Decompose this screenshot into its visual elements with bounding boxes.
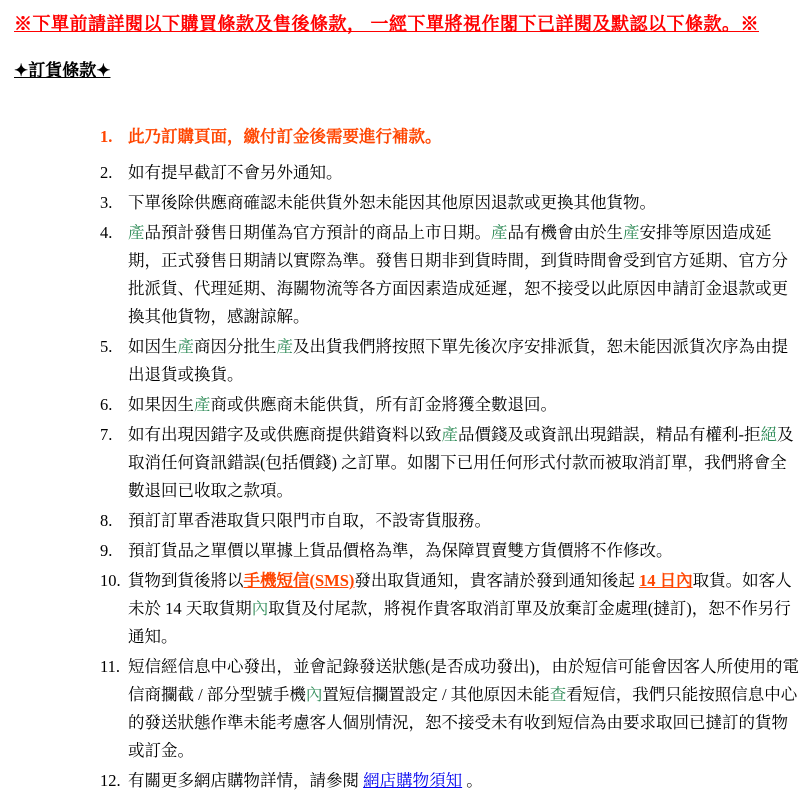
term-number: 4.: [100, 223, 113, 242]
term-number: 10.: [100, 571, 121, 590]
term-text: [128, 767, 800, 795]
sms-notice-highlight: 手機短信(SMS): [243, 571, 355, 590]
term-text: [128, 333, 800, 389]
term-text-segment: 有關更多網店購物詳情，請參閱: [128, 771, 364, 790]
term-text-segment: 置短信攔置設定 / 其他原因未能: [322, 685, 550, 704]
term-item: [100, 391, 800, 419]
term-number: 7.: [100, 425, 113, 444]
term-item: [100, 159, 800, 187]
term-text-segment: 產: [623, 223, 640, 242]
term-text-segment: 預訂訂單香港取貨只限門市自取，不設寄貨服務。: [128, 511, 491, 530]
term-text: [128, 189, 800, 217]
term-text-segment: 如有提早截訂不會另外通知。: [128, 163, 343, 182]
term-number: 9.: [100, 541, 113, 560]
term-text-segment: 貨物到貨後將以: [128, 571, 244, 590]
term-text-segment: 如有出現因錯字及或供應商提供錯資料以致: [128, 425, 442, 444]
term-item: [100, 507, 800, 535]
term-text-segment: 看短信，我們只能按照信息中心的發送狀態作準未能考慮客人個別情況，恕不接受未有收到短信為由要求取回已撻訂的貨物或訂金。: [128, 685, 798, 760]
term-text-segment: 及取消任何資訊錯誤(包括價錢) 之訂單。如閣下已用任何形式付款而被取消訂單，我們將會全數退回已收取之款項。: [128, 425, 794, 500]
term-item: [100, 537, 800, 565]
term-text: [128, 567, 800, 651]
term-text-segment: 內: [251, 599, 269, 618]
term-text-segment: 產: [194, 395, 211, 414]
term-item: [100, 333, 800, 389]
term-text: [128, 159, 800, 187]
term-item: [100, 567, 800, 651]
term-number: 1.: [100, 127, 113, 146]
term-text-segment: 品有機會由於生: [507, 223, 623, 242]
term-number: 8.: [100, 511, 113, 530]
term-text-segment: 。: [462, 771, 483, 790]
term-text-segment: 產: [128, 223, 145, 242]
term-item: [100, 421, 800, 505]
term-text-segment: 如果因生: [128, 395, 194, 414]
term-text: [128, 391, 800, 419]
term-text: [128, 507, 800, 535]
term-text-segment: 預訂貨品之單價以單據上貨品價格為準，為保障買賣雙方貨價將不作修改。: [128, 541, 673, 560]
term-text-segment: 產: [441, 425, 458, 444]
term-number: 12.: [100, 771, 121, 790]
order-terms-title: ✦訂貨條款✦: [14, 61, 111, 80]
term-text-segment: 短信經信息中心發出，並會記錄發送狀態(是否成功發出)，由於短信可能會因客人所使用的電信商攔截 / 部分型號手機: [128, 657, 799, 704]
pre-order-notice: ※下單前請詳閱以下購買條款及售後條款， 一經下單將視作閣下已詳閱及默認以下條款。※: [14, 14, 759, 34]
term-text-segment: 絕: [760, 425, 777, 444]
order-terms-list: [100, 123, 800, 795]
term-text-segment: 下單後除供應商確認未能供貨外恕未能因其他原因退款或更換其他貨物。: [128, 193, 656, 212]
term-text-segment: 取貨及付尾款，將視作貴客取消訂單及放棄訂金處理(撻訂)，恕不作另行通知。: [128, 599, 791, 646]
term-text-segment: 品預計發售日期僅為官方預計的商品上市日期。: [144, 223, 491, 242]
term-text-segment: 取貨。如客人未於 14 天取貨期: [128, 571, 792, 618]
term-item: [100, 123, 800, 151]
term-text-segment: 查: [549, 685, 567, 704]
term-number: 3.: [100, 193, 113, 212]
term-number: 5.: [100, 337, 113, 356]
term-item: [100, 767, 800, 795]
order-terms-page: [14, 10, 799, 795]
term-number: 2.: [100, 163, 113, 182]
term-text-segment: 發出取貨通知，貴客請於發到通知後起: [354, 571, 640, 590]
term-text: [128, 537, 800, 565]
term-text-segment: 安排等原因造成延期，正式發售日期請以實際為準。發售日期非到貨時間，到貨時間會受到官方延期、官方分批派貨、代理延期、海關物流等各方面因素造成延遲，恕不接受以此原因申請訂金退款或更換其他貨物，感謝諒解。: [128, 223, 788, 326]
term-text: [128, 123, 800, 151]
shop-guide-link[interactable]: 網店購物須知: [363, 771, 463, 790]
term-text: [128, 421, 800, 505]
term-text: [128, 653, 800, 765]
term-text-segment: 此乃訂購頁面，繳付訂金後需要進行補款。: [128, 127, 442, 146]
term-text-segment: 產: [491, 223, 508, 242]
term-number: 11.: [100, 657, 121, 676]
term-text-segment: 品價錢及或資訊出現錯誤，精品有權利-拒: [458, 425, 761, 444]
term-text-segment: 產: [276, 337, 293, 356]
term-item: [100, 653, 800, 765]
pickup-deadline-highlight: 14 日內: [639, 571, 693, 590]
term-text: [128, 219, 800, 331]
term-text-segment: 商或供應商未能供貨，所有訂金將獲全數退回。: [210, 395, 557, 414]
term-item: [100, 219, 800, 331]
term-text-segment: 及出貨我們將按照下單先後次序安排派貨，恕未能因派貨次序為由提出退貨或換貨。: [128, 337, 788, 384]
term-number: 6.: [100, 395, 113, 414]
term-text-segment: 商因分批生: [194, 337, 277, 356]
term-item: [100, 189, 800, 217]
term-text-segment: 產: [177, 337, 194, 356]
term-text-segment: 內: [305, 685, 323, 704]
term-text-segment: 如因生: [128, 337, 178, 356]
